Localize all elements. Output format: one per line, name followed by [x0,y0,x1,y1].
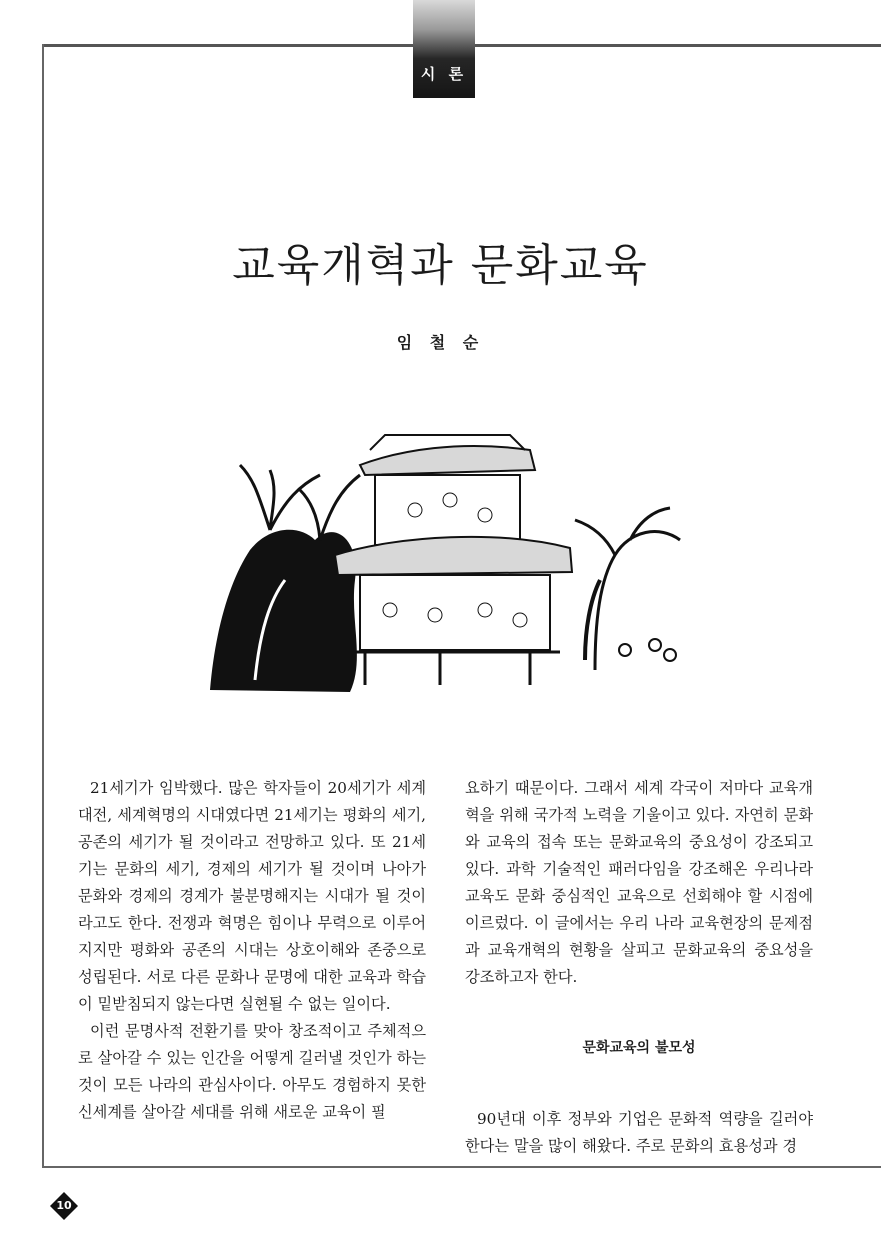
page-number: 10 [56,1199,72,1212]
text-column-right [465,775,813,1160]
article-author: 임 철 순 [396,333,485,352]
frame-left-border [42,44,44,1166]
frame-bottom-border [42,1166,881,1168]
section-tab [413,0,475,98]
text-column-left [78,775,426,1126]
pavilion-illustration [200,430,720,710]
section-label: 시 론 [420,65,468,83]
page-number-badge [49,1191,79,1221]
body-paragraph: 21세기가 임박했다. 많은 학자들이 20세기가 세계대전, 세계혁명의 시대였다면 21세기는 평화의 세기, 공존의 세기가 될 것이라고 전망하고 있다. 또 21세기는 문화의 세기, 경제의 세기가 될 것이며 나아가 문화와 경제의 경계가 불분명해지는 시대가 될 것이라고도 한다. 전쟁과 혁명은 힘이나 무력으로 이루어지지만 평화와 공존의 시대는 상호이해와 존중으로 성립된다. 서로 다른 문화나 문명에 대한 교육과 학습이 밑받침되지 않는다면 실현될 수 없는 일이다. [78,779,426,1013]
section-subheading: 문화교육의 불모성 [582,1040,696,1056]
article-title: 교육개혁과 문화교육 [232,240,649,292]
body-paragraph: 90년대 이후 정부와 기업은 문화적 역량을 길러야 한다는 말을 많이 해왔다. 주로 문화의 효용성과 경 [465,1110,813,1155]
body-paragraph: 이런 문명사적 전환기를 맞아 창조적이고 주체적으로 살아갈 수 있는 인간을 어떻게 길러낼 것인가 하는 것이 모든 나라의 관심사이다. 아무도 경험하지 못한 신세계를 살아갈 세대를 위해 새로운 교육이 필 [78,1022,426,1121]
body-paragraph: 요하기 때문이다. 그래서 세계 각국이 저마다 교육개혁을 위해 국가적 노력을 기울이고 있다. 자연히 문화와 교육의 접속 또는 문화교육의 중요성이 강조되고 있다. 과학 기술적인 패러다임을 강조해온 우리나라 교육도 문화 중심적인 교육으로 선회해야 할 시점에 이르렀다. 이 글에서는 우리 나라 교육현장의 문제점과 교육개혁의 현황을 살피고 문화교육의 중요성을 강조하고자 한다. [465,779,813,986]
